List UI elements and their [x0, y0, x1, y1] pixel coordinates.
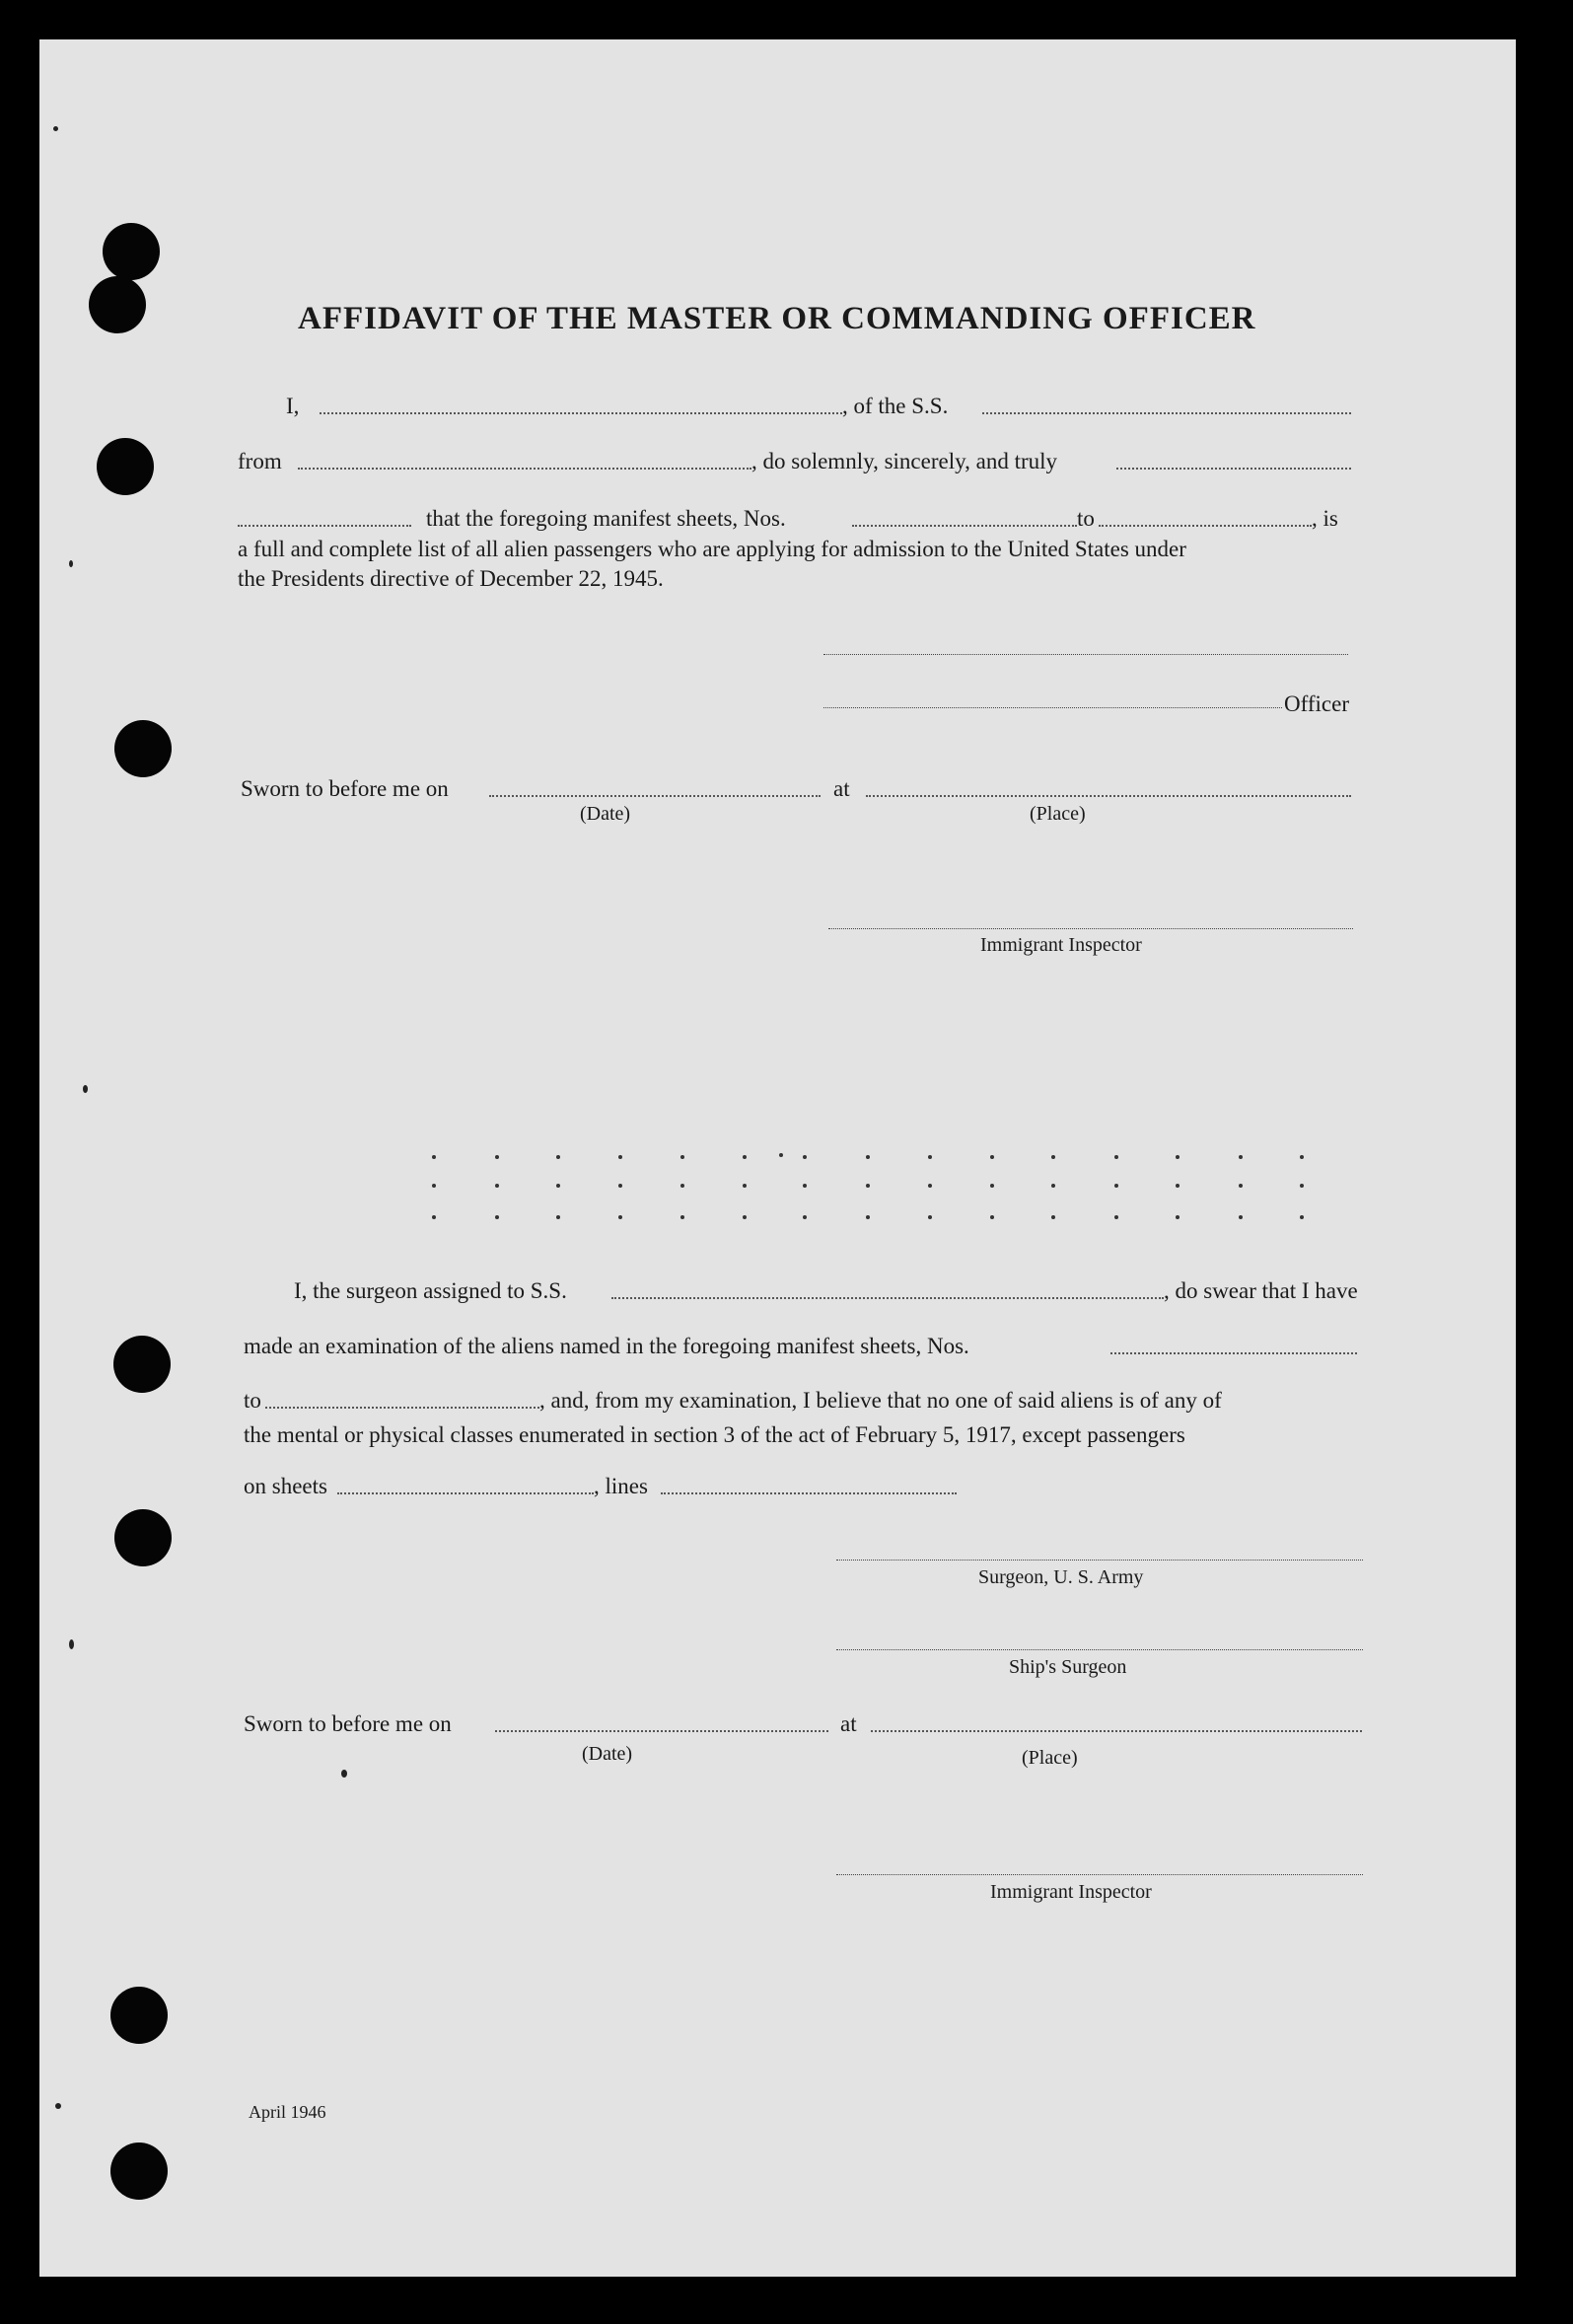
punch-hole: [113, 1336, 171, 1393]
scan-speck: [69, 560, 73, 567]
inspector-signature-line[interactable]: [828, 928, 1353, 929]
s2: made an examination of the aliens named in the foregoing manifest sheets, Nos.: [244, 1334, 969, 1358]
s4: the mental or physical classes enumerated in section 3 of the act of February 5, 1917, except passengers: [244, 1422, 1185, 1447]
punch-hole: [89, 276, 146, 333]
army-surgeon-label: Surgeon, U. S. Army: [978, 1566, 1144, 1588]
inspector-label: Immigrant Inspector: [980, 934, 1142, 956]
ship-name-field[interactable]: [982, 412, 1351, 414]
s3-rest: , and, from my examination, I believe that no one of said aliens is of any of: [539, 1388, 1222, 1413]
punch-hole: [114, 1509, 172, 1566]
p2-solemn: , do solemnly, sincerely, and truly: [751, 449, 1058, 473]
master-name-field[interactable]: [320, 412, 842, 414]
swear-field[interactable]: [1116, 468, 1351, 470]
s1-b: , do swear that I have: [1164, 1278, 1358, 1303]
punch-hole: [110, 1987, 168, 2044]
p1-i: I,: [286, 394, 300, 418]
p5: the Presidents directive of December 22, 1945.: [238, 566, 664, 591]
scan-speck: [53, 126, 58, 131]
sworn-date-field-2[interactable]: [495, 1730, 828, 1732]
punch-hole: [110, 2142, 168, 2200]
ship-surgeon-signature-line[interactable]: [836, 1649, 1363, 1650]
s5-sheets: on sheets: [244, 1474, 327, 1498]
s1-a: I, the surgeon assigned to S.S.: [294, 1278, 567, 1303]
scan-speck: [69, 1639, 74, 1649]
from-port-field[interactable]: [298, 468, 751, 470]
at-label: at: [833, 776, 850, 801]
inspector-label-2: Immigrant Inspector: [990, 1881, 1152, 1903]
sheet-nos-from-field[interactable]: [852, 525, 1077, 527]
punch-hole: [114, 720, 172, 777]
punch-hole: [97, 438, 154, 495]
place-caption: (Place): [1030, 803, 1086, 825]
affidavit-title: AFFIDAVIT OF THE MASTER OR COMMANDING OFFICER: [298, 301, 1256, 336]
surgeon-nos-to-field[interactable]: [265, 1407, 539, 1409]
sworn-place-field-2[interactable]: [871, 1730, 1362, 1732]
except-lines-field[interactable]: [661, 1492, 957, 1494]
sworn-place-field[interactable]: [866, 795, 1351, 797]
signature-line[interactable]: [823, 654, 1348, 655]
army-surgeon-signature-line[interactable]: [836, 1560, 1363, 1561]
officer-label: Officer: [1284, 691, 1349, 716]
date-caption-2: (Date): [582, 1743, 633, 1765]
surgeon-ship-field[interactable]: [611, 1297, 1164, 1299]
document-page: [39, 39, 1516, 2277]
swear-field-2[interactable]: [238, 525, 411, 527]
sworn-date-field[interactable]: [489, 795, 821, 797]
sworn-label: Sworn to before me on: [241, 776, 449, 801]
officer-signature-line[interactable]: [823, 707, 1282, 708]
p4: a full and complete list of all alien passengers who are applying for admission to the United States under: [238, 537, 1186, 561]
date-caption: (Date): [580, 803, 631, 825]
place-caption-2: (Place): [1022, 1747, 1078, 1769]
except-sheets-field[interactable]: [337, 1492, 594, 1494]
surgeon-nos-from-field[interactable]: [1110, 1352, 1357, 1354]
p2-from: from: [238, 449, 282, 473]
p3-to: to: [1077, 506, 1095, 531]
sheet-nos-to-field[interactable]: [1099, 525, 1312, 527]
s3-to: to: [244, 1388, 261, 1413]
p1-ss: , of the S.S.: [842, 394, 949, 418]
p3-foregoing: that the foregoing manifest sheets, Nos.: [426, 506, 786, 531]
scan-speck: [341, 1770, 347, 1778]
inspector-signature-line-2[interactable]: [836, 1874, 1363, 1875]
scan-speck: [55, 2103, 61, 2109]
form-date: April 1946: [249, 2102, 326, 2122]
punch-hole: [103, 223, 160, 280]
scan-speck: [83, 1085, 88, 1093]
ship-surgeon-label: Ship's Surgeon: [1009, 1656, 1127, 1678]
s5-lines: , lines: [594, 1474, 648, 1498]
sworn-label-2: Sworn to before me on: [244, 1711, 452, 1736]
p3-is: , is: [1312, 506, 1338, 531]
at-label-2: at: [840, 1711, 857, 1736]
